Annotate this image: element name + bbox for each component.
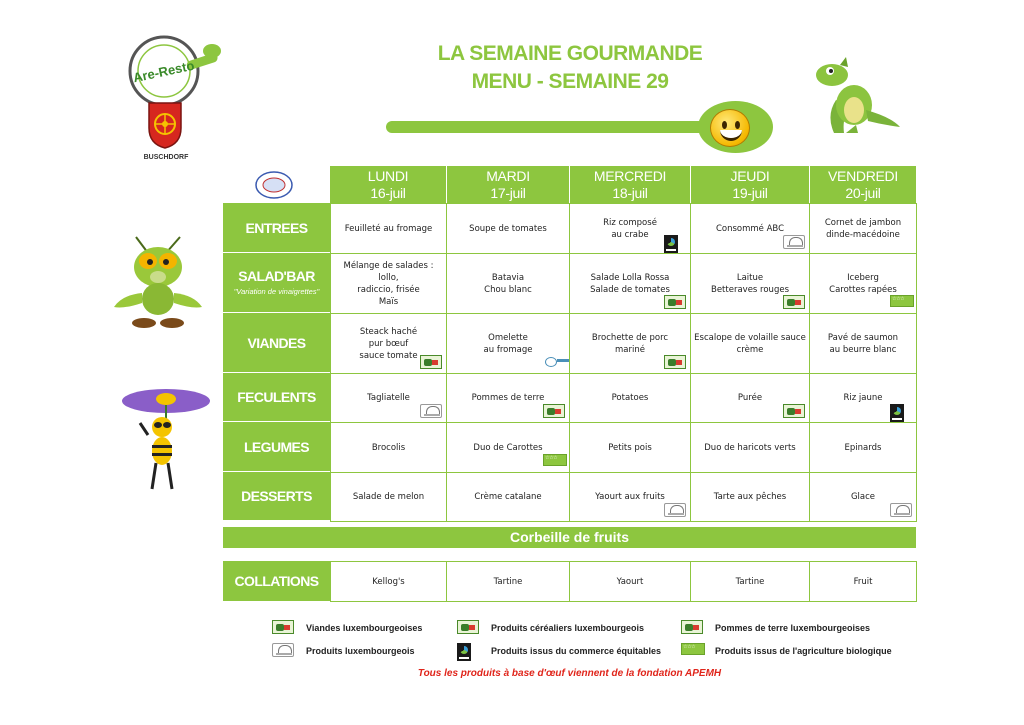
collation-cell: Fruit (809, 561, 917, 602)
bio-label-icon (543, 454, 567, 466)
dish-line: sauce tomate (359, 350, 418, 361)
menu-cell (330, 253, 447, 314)
menu-cell (690, 472, 810, 522)
row-label (223, 422, 330, 472)
row-label (223, 373, 330, 422)
menu-cell (690, 313, 810, 374)
menu-cell (569, 373, 691, 423)
legend-label: Viandes luxembourgeoises (306, 623, 423, 633)
dish-line: Tagliatelle (367, 393, 410, 403)
dish-line: au crabe (611, 229, 649, 240)
menu-cell (569, 422, 691, 473)
dish-line: Omelette (488, 332, 528, 343)
potato-lux-label-icon (543, 404, 565, 418)
made-in-lux-label-icon (783, 235, 805, 249)
day-date: 18-juil (612, 184, 648, 201)
dish-line: Duo de haricots verts (704, 442, 796, 453)
bio-label-icon (890, 295, 914, 307)
day-header (569, 166, 690, 203)
row-label-subtitle: "Variation de vinaigrettes" (233, 287, 320, 296)
day-date: 20-juil (845, 184, 881, 201)
made-in-lux-label-icon (272, 643, 294, 657)
dish-line: Betteraves rouges (711, 284, 789, 295)
day-header (446, 166, 569, 203)
day-date: 16-juil (370, 184, 406, 201)
dish-line: Tarte aux pêches (713, 492, 787, 502)
dish-line: Duo de Carottes (473, 442, 543, 453)
menu-cell (809, 313, 917, 374)
collation-cell: Yaourt (569, 561, 691, 602)
cereal-lux-label-icon (783, 295, 805, 309)
day-header (809, 166, 916, 203)
bio-label-icon (681, 643, 705, 655)
dish-line: Purée (737, 393, 763, 403)
menu-cell (809, 203, 917, 254)
day-header (690, 166, 809, 203)
row-label-text: ENTREES (245, 219, 308, 236)
fairtrade-label-icon (664, 235, 678, 253)
row-label-text: FECULENTS (237, 389, 316, 405)
school-stamp-logo (254, 170, 294, 200)
frog-mascot (108, 235, 208, 330)
row-label-text: VIANDES (247, 334, 306, 351)
day-header (330, 166, 446, 203)
logo-text: Are-Resto (131, 57, 196, 86)
menu-cell (690, 422, 810, 473)
legend-label: Produits issus du commerce équitables (491, 646, 662, 656)
menu-cell (446, 472, 570, 522)
dish-line: Potatoes (611, 393, 649, 403)
cereal-lux-label-icon (457, 620, 479, 634)
dish-line: Feuilleté au fromage (344, 223, 433, 234)
dish-line: Carottes rapées (829, 284, 897, 295)
menu-cell (446, 253, 570, 314)
menu-cell (330, 422, 447, 473)
collation-cell: Kellog's (330, 561, 447, 602)
legend-label: Pommes de terre luxembourgeoises (715, 623, 871, 633)
legend-label: Produits céréaliers luxembourgeois (491, 623, 645, 633)
dish-line: mariné (615, 344, 645, 355)
menu-cell (809, 422, 917, 473)
row-label (223, 313, 330, 373)
dish-line: Pommes de terre (471, 393, 545, 403)
row-label (223, 253, 330, 313)
potato-lux-label-icon (783, 404, 805, 418)
menu-cell (330, 203, 447, 254)
day-date: 17-juil (490, 184, 526, 201)
dish-line: Mélange de salades : lollo, (343, 260, 434, 283)
meat-lux-label-icon (664, 355, 686, 369)
row-label (223, 203, 330, 253)
dish-line: Brocolis (371, 442, 406, 453)
dish-line: Escalope de volaille sauce (694, 332, 806, 343)
dish-line: Riz jaune (843, 393, 883, 403)
dish-line: Chou blanc (484, 284, 532, 295)
dish-line: Laitue (736, 272, 764, 283)
dish-line: Soupe de tomates (469, 223, 547, 234)
dish-line: Yaourt aux fruits (595, 492, 665, 502)
dish-line: Consommé ABC (715, 223, 785, 234)
row-label-text: SALAD'BAR (238, 268, 315, 284)
menu-cell (330, 472, 447, 522)
dish-line: au fromage (483, 344, 533, 355)
legend-label: Produits luxembourgeois (306, 646, 415, 656)
row-label-text: LEGUMES (243, 438, 310, 455)
day-name: VENDREDI (828, 167, 898, 184)
day-name: JEUDI (730, 167, 770, 184)
fairtrade-label-icon (457, 643, 471, 661)
dish-line: Petits pois (608, 442, 652, 453)
menu-cell (446, 203, 570, 254)
legend-label: Produits issus de l'agriculture biologique (715, 646, 892, 656)
collation-cell: Tartine (446, 561, 570, 602)
collations-label: COLLATIONS (223, 561, 330, 602)
dragon-mascot (806, 55, 901, 140)
cereal-lux-label-icon (664, 295, 686, 309)
dish-line: Batavia (491, 272, 525, 283)
buschdorf-crest (146, 100, 184, 150)
day-name: LUNDI (367, 167, 409, 184)
dish-line: Riz composé (603, 217, 657, 228)
smiley-icon (710, 109, 750, 147)
dish-line: Maïs (378, 296, 399, 307)
bee-mascot (118, 385, 213, 495)
dish-line: au beurre blanc (829, 344, 897, 355)
made-in-lux-label-icon (420, 404, 442, 418)
dish-line: Pavé de saumon (827, 332, 899, 343)
page-title (380, 40, 760, 96)
potato-lux-label-icon (681, 620, 703, 634)
egg-note: Tous les produits à base d'œuf viennent de la fondation APEMH (417, 668, 722, 679)
dish-line: Cornet de jambon (824, 217, 902, 228)
day-date: 19-juil (732, 184, 768, 201)
fruit-band: Corbeille de fruits (223, 527, 916, 548)
row-label (223, 472, 330, 521)
dish-line: radiccio, frisée (357, 284, 420, 295)
dish-line: Salade de tomates (590, 284, 670, 295)
dish-line: pur bœuf (368, 338, 409, 349)
title-line-2: MENU - SEMAINE 29 (471, 70, 669, 93)
dish-line: Epinards (844, 442, 882, 453)
collation-cell: Tartine (690, 561, 810, 602)
dish-line: Salade de melon (352, 492, 425, 502)
meat-lux-label-icon (420, 355, 442, 369)
row-label-text: DESSERTS (241, 488, 312, 504)
spoon-handle (386, 121, 706, 133)
dish-line: Steack haché (359, 326, 418, 337)
title-line-1: LA SEMAINE GOURMANDE (437, 42, 703, 65)
town-name: BUSCHDORF (143, 154, 189, 161)
day-name: MARDI (486, 167, 530, 184)
dish-line: Brochette de porc (591, 332, 669, 343)
day-name: MERCREDI (593, 167, 667, 184)
dish-line: Salade Lolla Rossa (590, 272, 670, 283)
made-in-lux-label-icon (890, 503, 912, 517)
dish-line: Glace (850, 492, 876, 502)
dish-line: Iceberg (847, 272, 879, 283)
made-in-lux-label-icon (664, 503, 686, 517)
dish-line: crème (736, 344, 764, 355)
dish-line: Crème catalane (474, 492, 542, 502)
meat-lux-label-icon (272, 620, 294, 634)
dish-line: dinde-macédoine (826, 229, 900, 240)
fairtrade-label-icon (890, 404, 904, 422)
